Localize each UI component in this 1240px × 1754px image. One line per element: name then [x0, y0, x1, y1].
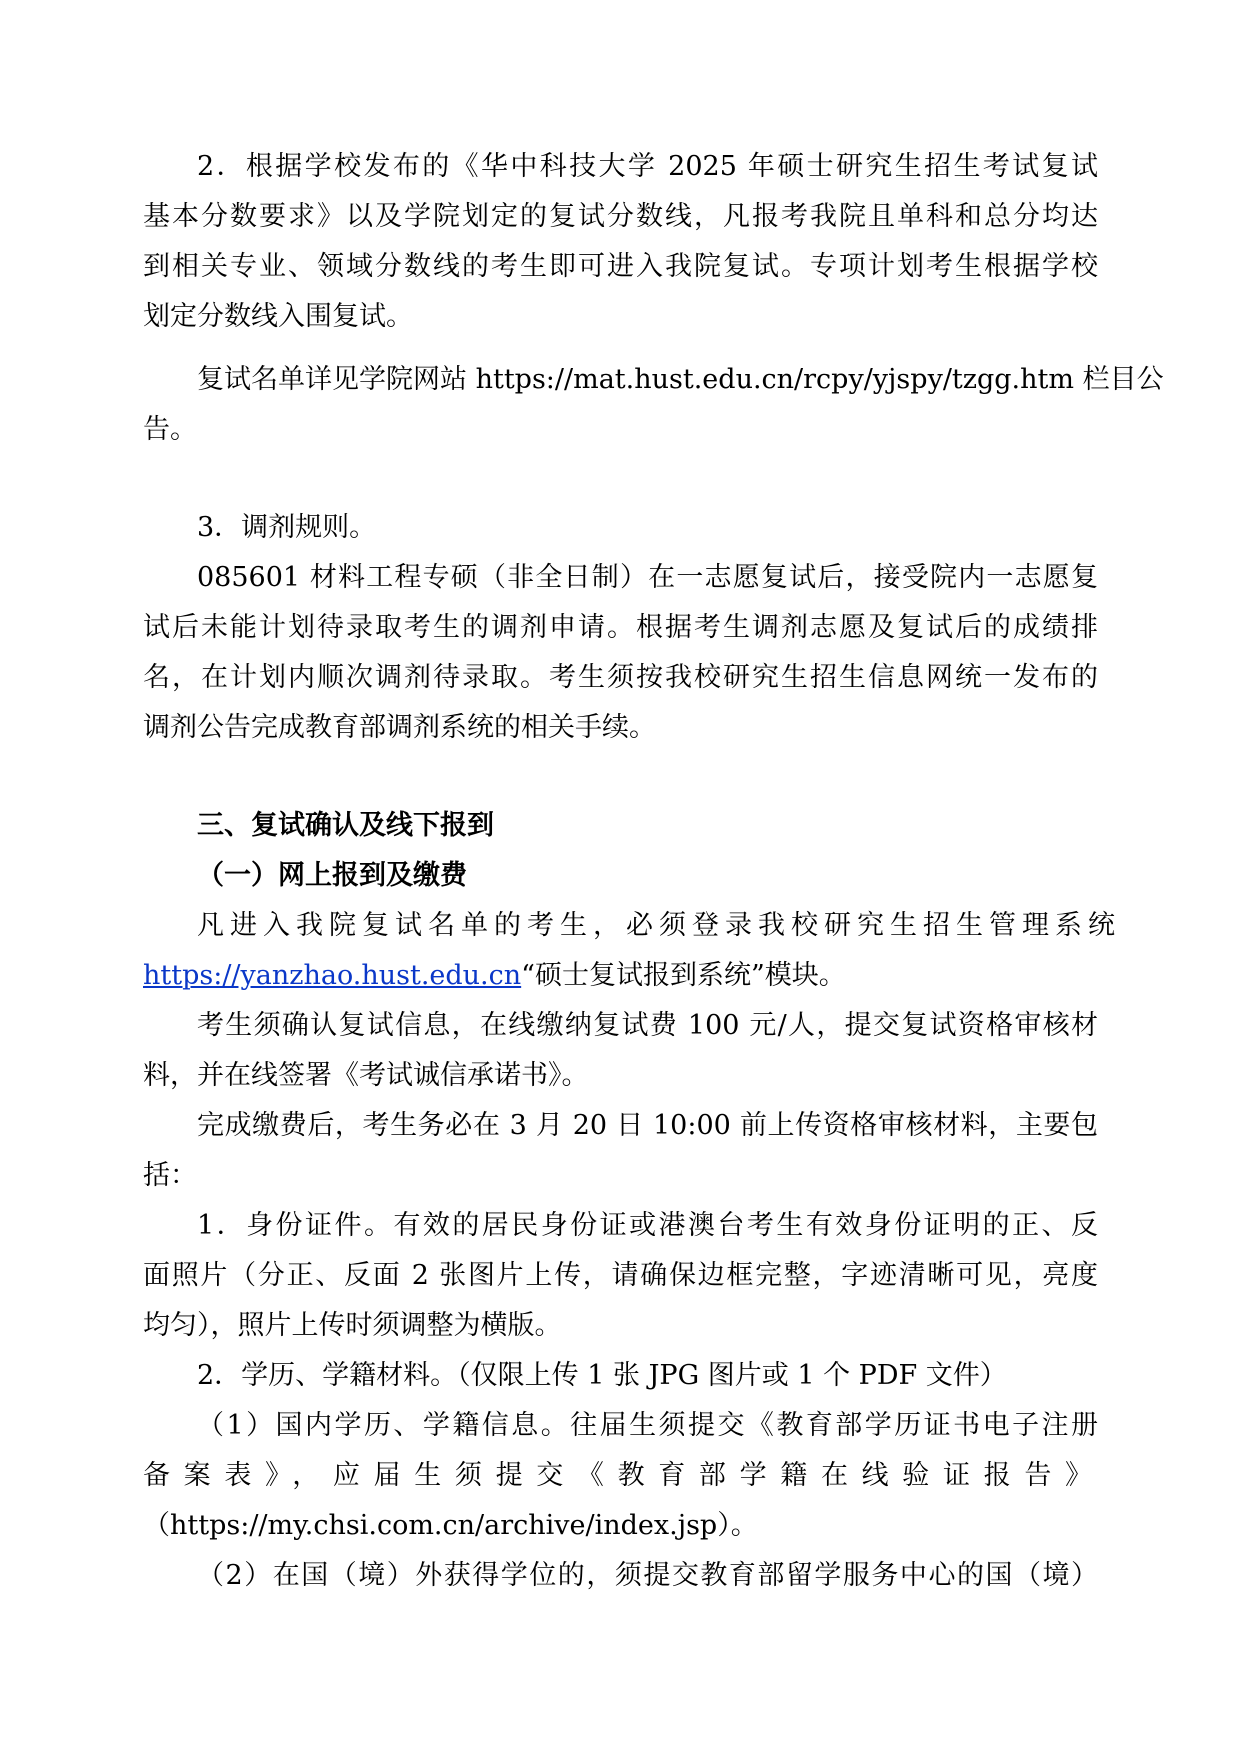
paragraph-line: 085601 材料工程专硕（非全日制）在一志愿复试后，接受院内一志愿复: [197, 562, 1098, 593]
paragraph-line: 基本分数要求》以及学院划定的复试分数线，凡报考我院且单科和总分均达: [143, 201, 1098, 232]
paragraph-line: 到相关专业、领域分数线的考生即可进入我院复试。专项计划考生根据学校: [143, 251, 1098, 282]
paragraph-line: [143, 958, 1098, 994]
paragraph-line: 考生须确认复试信息，在线缴纳复试费 100 元/人，提交复试资格审核材: [197, 1010, 1098, 1041]
section-heading: 3．调剂规则。: [197, 512, 377, 543]
paragraph-line: （https://my.chsi.com.cn/archive/index.jsp）。: [143, 1510, 758, 1541]
paragraph-line: （1）国内学历、学籍信息。往届生须提交《教育部学历证书电子注册: [197, 1410, 1098, 1441]
paragraph-line: 完成缴费后，考生务必在 3 月 20 日 10:00 前上传资格审核材料，主要包: [197, 1110, 1098, 1141]
paragraph-line: 划定分数线入围复试。: [143, 301, 413, 332]
module-text: “硕士复试报到系统”模块。: [521, 960, 846, 991]
paragraph-line: 1．身份证件。有效的居民身份证或港澳台考生有效身份证明的正、反: [197, 1210, 1098, 1241]
paragraph-line: 2．学历、学籍材料。（仅限上传 1 张 JPG 图片或 1 个 PDF 文件）: [197, 1360, 1007, 1391]
paragraph-line: 复试名单详见学院网站 https://mat.hust.edu.cn/rcpy/yjspy/tzgg.htm 栏目公: [197, 364, 1164, 395]
section-title: 三、复试确认及线下报到: [197, 810, 494, 841]
paragraph-line: 括：: [143, 1160, 197, 1191]
paragraph-line: 告。: [143, 414, 197, 445]
paragraph-line: 2．根据学校发布的《华中科技大学 2025 年硕士研究生招生考试复试: [197, 151, 1098, 182]
paragraph-line: （2）在国（境）外获得学位的，须提交教育部留学服务中心的国（境）: [197, 1560, 1098, 1591]
subsection-title: （一）网上报到及缴费: [197, 860, 467, 891]
paragraph-line: 凡进入我院复试名单的考生，必须登录我校研究生招生管理系统: [197, 910, 1121, 941]
paragraph-line: 试后未能计划待录取考生的调剂申请。根据考生调剂志愿及复试后的成绩排: [143, 612, 1098, 643]
yanzhao-link[interactable]: https://yanzhao.hust.edu.cn: [143, 960, 522, 991]
paragraph-line: 名，在计划内顺次调剂待录取。考生须按我校研究生招生信息网统一发布的: [143, 662, 1098, 693]
paragraph-line: 调剂公告完成教育部调剂系统的相关手续。: [143, 712, 656, 743]
paragraph-line: 均匀），照片上传时须调整为横版。: [143, 1310, 562, 1341]
paragraph-line: 面照片（分正、反面 2 张图片上传，请确保边框完整，字迹清晰可见，亮度: [143, 1260, 1098, 1291]
paragraph-line: 备案表》，应届生须提交《教育部学籍在线验证报告》: [143, 1460, 1098, 1491]
paragraph-line: 料，并在线签署《考试诚信承诺书》。: [143, 1060, 589, 1091]
